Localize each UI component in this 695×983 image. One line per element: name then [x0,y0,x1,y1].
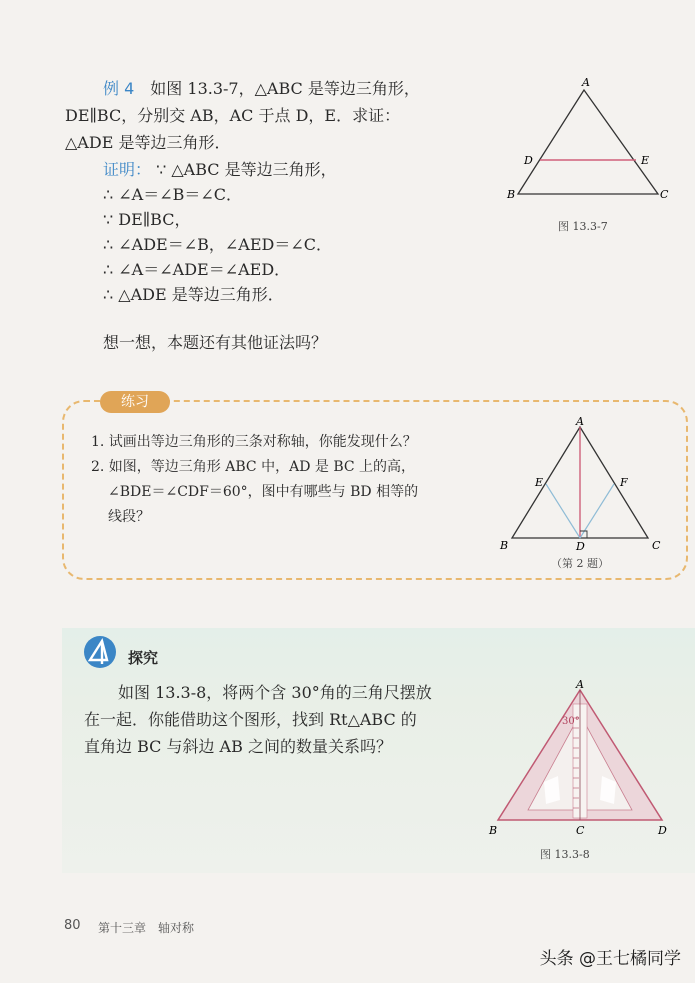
practice-question-2a: 2. 如图，等边三角形 ABC 中，AD 是 BC 上的高， [91,459,416,475]
vertex-b-label: B [489,824,498,837]
problem-2-caption: （第 2 题） [551,557,609,570]
example-line-3: △ADE 是等边三角形． [65,133,231,152]
proof-label: 证明： [103,160,152,179]
practice-question-2b: ∠BDE＝∠CDF＝60°，图中有哪些与 BD 相等的 [108,484,419,500]
explore-line-3: 直角边 BC 与斜边 AB 之间的数量关系吗？ [84,737,392,756]
example-label: 例 4 [103,79,135,98]
vertex-b-label: B [507,188,516,201]
vertex-d-label: D [658,824,667,837]
explore-title: 探究 [128,649,159,667]
practice-question-2c: 线段？ [108,509,150,525]
angle-30-label: 30° [562,716,580,727]
point-d-label: D [576,540,585,553]
practice-question-1: 1. 试画出等边三角形的三条对称轴，你能发现什么？ [91,434,417,450]
proof-line-1: ∴ ∠A＝∠B＝∠C． [103,185,243,204]
example-line-1 [103,76,420,99]
proof-first-text: ∵ △ABC 是等边三角形， [156,160,337,179]
vertex-c-label: C [576,824,585,837]
vertex-a-label: A [576,415,584,428]
figure-13-3-8 [486,678,676,843]
example-text-1: 如图 13.3-7，△ABC 是等边三角形， [150,79,420,98]
chapter-title: 第十三章 轴对称 [98,921,195,935]
proof-first-line [103,157,337,180]
figure-13-3-7-caption: 图 13.3-7 [558,220,608,233]
proof-line-5: ∴ △ADE 是等边三角形． [103,285,284,304]
page-number: 80 [64,918,81,933]
example-line-2: DE∥BC，分别交 AB，AC 于点 D，E．求证： [65,106,401,125]
figure-13-3-7 [500,72,680,232]
vertex-a-label: A [576,678,584,691]
figure-problem-2 [495,413,675,553]
point-d-label: D [524,154,533,167]
explore-icon [80,634,122,670]
vertex-a-label: A [582,76,590,89]
think-prompt: 想一想，本题还有其他证法吗？ [103,333,328,352]
point-e-label: E [641,154,650,167]
practice-tab: 练习 [100,391,170,413]
point-e-label: E [535,476,544,489]
proof-line-3: ∴ ∠ADE＝∠B，∠AED＝∠C． [103,235,333,254]
point-f-label: F [620,476,628,489]
figure-13-3-8-caption: 图 13.3-8 [540,848,590,861]
watermark: 头条 @王七橘同学 [539,949,681,969]
vertex-c-label: C [652,539,661,552]
vertex-c-label: C [660,188,669,201]
explore-line-2: 在一起．你能借助这个图形，找到 Rt△ABC 的 [84,710,417,729]
segment-df [580,484,614,538]
segment-de [546,484,580,538]
proof-line-2: ∵ DE∥BC， [103,210,191,229]
proof-line-4: ∴ ∠A＝∠ADE＝∠AED． [103,260,291,279]
vertex-b-label: B [500,539,509,552]
explore-line-1: 如图 13.3-8，将两个含 30°角的三角尺摆放 [118,683,432,702]
